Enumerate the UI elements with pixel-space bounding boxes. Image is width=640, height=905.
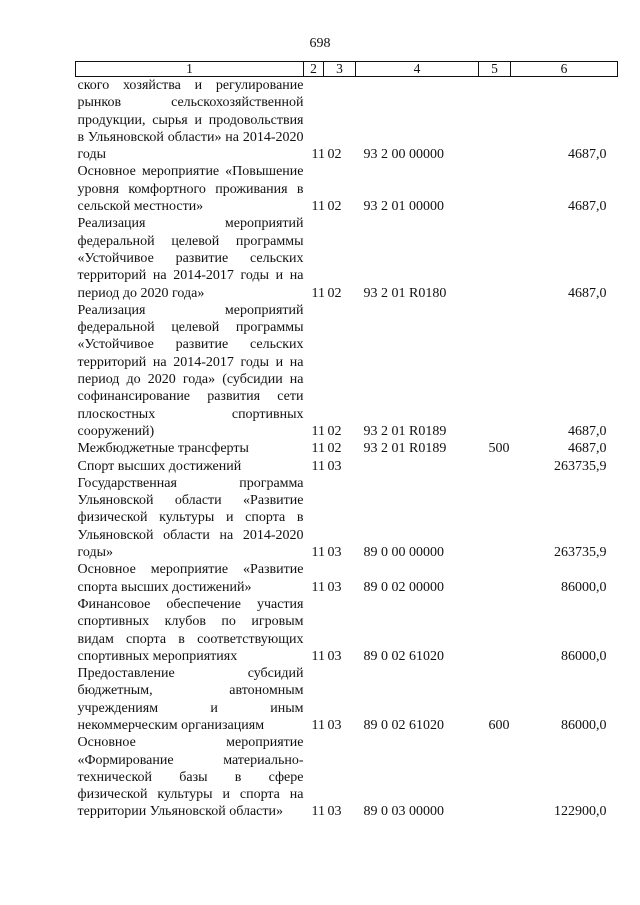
row-amount: 4687,0 bbox=[568, 199, 607, 215]
row-amount: 4687,0 bbox=[568, 441, 607, 457]
row-cs bbox=[356, 458, 479, 475]
row-vr bbox=[479, 302, 511, 440]
row-amount: 86000,0 bbox=[561, 579, 607, 595]
row-vr: 600 bbox=[488, 717, 510, 733]
row-gr: 11 bbox=[311, 458, 325, 474]
row-amount: 122900,0 bbox=[554, 804, 607, 820]
row-amount: 86000,0 bbox=[561, 717, 607, 733]
row-name: Финансовое обеспечение участия спортивных клубов по игровым видам спорта в соответствующих спортивных мероприятиях bbox=[77, 596, 304, 664]
header-cell-3: 3 bbox=[324, 62, 356, 77]
row-name: Государственная программа Ульяновской области «Развитие физической культуры и спорта в Ульяновской области на 2014-2020 годы» bbox=[77, 475, 304, 561]
row-pr: 03 bbox=[327, 545, 342, 561]
table-row bbox=[76, 734, 618, 820]
table-row bbox=[76, 77, 618, 164]
row-gr: 11 bbox=[311, 285, 325, 301]
row-vr bbox=[479, 77, 511, 164]
row-gr: 11 bbox=[311, 579, 325, 595]
row-vr bbox=[479, 596, 511, 665]
row-gr: 11 bbox=[311, 147, 325, 163]
budget-table bbox=[75, 61, 618, 821]
row-vr bbox=[479, 561, 511, 596]
row-pr: 03 bbox=[327, 717, 342, 733]
row-cs: 89 0 02 00000 bbox=[363, 579, 444, 595]
row-cs: 93 2 01 R0180 bbox=[363, 285, 447, 301]
table-row bbox=[76, 163, 618, 215]
table-row bbox=[76, 665, 618, 734]
row-vr bbox=[479, 215, 511, 301]
row-name: Спорт высших достижений bbox=[77, 458, 242, 474]
row-pr: 03 bbox=[327, 579, 342, 595]
row-vr bbox=[479, 163, 511, 215]
row-amount: 263735,9 bbox=[554, 458, 607, 474]
row-cs: 89 0 02 61020 bbox=[363, 717, 444, 733]
row-amount: 86000,0 bbox=[561, 648, 607, 664]
row-pr: 02 bbox=[327, 423, 342, 439]
row-pr: 03 bbox=[327, 648, 342, 664]
row-pr: 03 bbox=[327, 458, 342, 474]
row-name: Предоставление субсидий бюджетным, автономным учреждениям и иным некоммерческим организациям bbox=[77, 666, 304, 733]
row-amount: 4687,0 bbox=[568, 423, 607, 439]
row-name: Межбюджетные трансферты bbox=[77, 441, 249, 457]
table-row bbox=[76, 302, 618, 440]
table-row bbox=[76, 475, 618, 561]
header-cell-6: 6 bbox=[511, 62, 618, 77]
table-row bbox=[76, 215, 618, 301]
row-vr bbox=[479, 458, 511, 475]
row-gr: 11 bbox=[311, 199, 325, 215]
table-row bbox=[76, 561, 618, 596]
row-pr: 02 bbox=[327, 147, 342, 163]
header-cell-4: 4 bbox=[356, 62, 479, 77]
row-pr: 03 bbox=[327, 804, 342, 820]
row-amount: 4687,0 bbox=[568, 285, 607, 301]
row-pr: 02 bbox=[327, 441, 342, 457]
row-cs: 93 2 01 R0189 bbox=[363, 423, 447, 439]
row-amount: 263735,9 bbox=[554, 545, 607, 561]
row-name: ского хозяйства и регулирование рынков сельскохозяйственной продукции, сырья и продовольствия в Ульяновской области» на 2014-2020 годы bbox=[77, 78, 304, 163]
row-name: Реализация мероприятий федеральной целевой программы «Устойчивое развитие сельских территорий на 2014-2017 годы и на период до 2020 года» (субсидии на софинансирование развития сети плоскостных спортивных сооружений) bbox=[77, 302, 304, 439]
table-row bbox=[76, 440, 618, 457]
row-vr bbox=[479, 475, 511, 561]
header-cell-2: 2 bbox=[304, 62, 324, 77]
table-row bbox=[76, 458, 618, 475]
header-row bbox=[76, 62, 618, 77]
row-name: Основное мероприятие «Повышение уровня комфортного проживания в сельской местности» bbox=[77, 164, 304, 215]
row-cs: 93 2 01 R0189 bbox=[363, 441, 447, 457]
row-amount: 4687,0 bbox=[568, 147, 607, 163]
table-row bbox=[76, 596, 618, 665]
row-gr: 11 bbox=[311, 804, 325, 820]
row-cs: 89 0 00 00000 bbox=[363, 545, 444, 561]
row-pr: 02 bbox=[327, 199, 342, 215]
row-gr: 11 bbox=[311, 648, 325, 664]
row-gr: 11 bbox=[311, 423, 325, 439]
row-vr bbox=[479, 734, 511, 820]
row-name: Основное мероприятие «Развитие спорта высших достижений» bbox=[77, 562, 304, 595]
row-gr: 11 bbox=[311, 545, 325, 561]
page-number: 698 bbox=[309, 36, 331, 51]
row-cs: 89 0 02 61020 bbox=[363, 648, 444, 664]
row-name: Основное мероприятие «Формирование материально-технической базы в сфере физической культуры и спорта на территории Ульяновской области» bbox=[77, 735, 304, 820]
row-cs: 89 0 03 00000 bbox=[363, 804, 444, 820]
row-cs: 93 2 00 00000 bbox=[363, 147, 444, 163]
row-cs: 93 2 01 00000 bbox=[363, 199, 444, 215]
header-cell-5: 5 bbox=[479, 62, 511, 77]
row-gr: 11 bbox=[311, 441, 325, 457]
row-vr: 500 bbox=[488, 441, 510, 457]
row-gr: 11 bbox=[311, 717, 325, 733]
row-name: Реализация мероприятий федеральной целевой программы «Устойчивое развитие сельских территорий на 2014-2017 годы и на период до 2020 года» bbox=[77, 216, 304, 301]
header-cell-1: 1 bbox=[76, 62, 304, 77]
row-pr: 02 bbox=[327, 285, 342, 301]
